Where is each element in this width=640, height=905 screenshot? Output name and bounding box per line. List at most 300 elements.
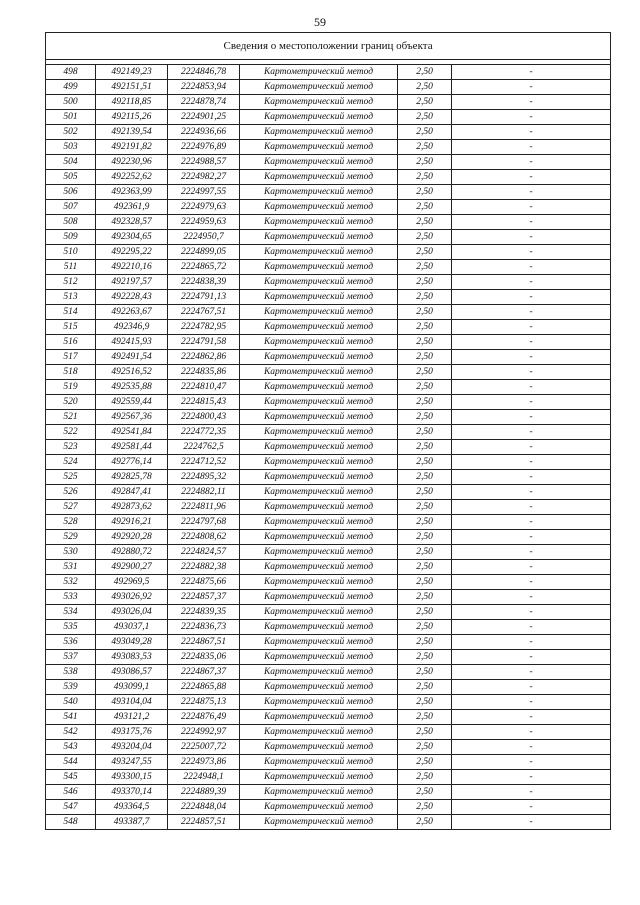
method-cell: Картометрический метод bbox=[240, 485, 398, 500]
accuracy-cell: 2,50 bbox=[398, 410, 452, 425]
table-row bbox=[46, 185, 611, 200]
point-number-cell: 535 bbox=[46, 620, 96, 635]
x-coordinate-cell: 493026,04 bbox=[96, 605, 168, 620]
table-row bbox=[46, 245, 611, 260]
method-cell: Картометрический метод bbox=[240, 65, 398, 80]
y-coordinate-cell: 2224988,57 bbox=[168, 155, 240, 170]
x-coordinate-cell: 492776,14 bbox=[96, 455, 168, 470]
accuracy-cell: 2,50 bbox=[398, 785, 452, 800]
method-cell: Картометрический метод bbox=[240, 425, 398, 440]
point-number-cell: 505 bbox=[46, 170, 96, 185]
table-row bbox=[46, 605, 611, 620]
x-coordinate-cell: 493104,04 bbox=[96, 695, 168, 710]
accuracy-cell: 2,50 bbox=[398, 605, 452, 620]
y-coordinate-cell: 2225007,72 bbox=[168, 740, 240, 755]
description-cell: - bbox=[452, 290, 611, 305]
method-cell: Картометрический метод bbox=[240, 215, 398, 230]
description-cell: - bbox=[452, 515, 611, 530]
point-number-cell: 536 bbox=[46, 635, 96, 650]
accuracy-cell: 2,50 bbox=[398, 275, 452, 290]
point-number-cell: 528 bbox=[46, 515, 96, 530]
table-body bbox=[46, 65, 611, 830]
table-row bbox=[46, 545, 611, 560]
boundary-table bbox=[45, 32, 611, 830]
y-coordinate-cell: 2224948,1 bbox=[168, 770, 240, 785]
point-number-cell: 538 bbox=[46, 665, 96, 680]
x-coordinate-cell: 492535,88 bbox=[96, 380, 168, 395]
table-row bbox=[46, 170, 611, 185]
point-number-cell: 531 bbox=[46, 560, 96, 575]
method-cell: Картометрический метод bbox=[240, 785, 398, 800]
method-cell: Картометрический метод bbox=[240, 110, 398, 125]
method-cell: Картометрический метод bbox=[240, 170, 398, 185]
y-coordinate-cell: 2224862,86 bbox=[168, 350, 240, 365]
y-coordinate-cell: 2224767,51 bbox=[168, 305, 240, 320]
accuracy-cell: 2,50 bbox=[398, 155, 452, 170]
table-row bbox=[46, 695, 611, 710]
x-coordinate-cell: 492873,62 bbox=[96, 500, 168, 515]
accuracy-cell: 2,50 bbox=[398, 320, 452, 335]
accuracy-cell: 2,50 bbox=[398, 245, 452, 260]
accuracy-cell: 2,50 bbox=[398, 665, 452, 680]
accuracy-cell: 2,50 bbox=[398, 545, 452, 560]
y-coordinate-cell: 2224797,68 bbox=[168, 515, 240, 530]
description-cell: - bbox=[452, 665, 611, 680]
description-cell: - bbox=[452, 740, 611, 755]
point-number-cell: 537 bbox=[46, 650, 96, 665]
method-cell: Картометрический метод bbox=[240, 500, 398, 515]
point-number-cell: 504 bbox=[46, 155, 96, 170]
point-number-cell: 541 bbox=[46, 710, 96, 725]
point-number-cell: 547 bbox=[46, 800, 96, 815]
accuracy-cell: 2,50 bbox=[398, 230, 452, 245]
method-cell: Картометрический метод bbox=[240, 650, 398, 665]
method-cell: Картометрический метод bbox=[240, 665, 398, 680]
x-coordinate-cell: 492149,23 bbox=[96, 65, 168, 80]
point-number-cell: 513 bbox=[46, 290, 96, 305]
y-coordinate-cell: 2224838,39 bbox=[168, 275, 240, 290]
description-cell: - bbox=[452, 125, 611, 140]
table-row bbox=[46, 500, 611, 515]
accuracy-cell: 2,50 bbox=[398, 110, 452, 125]
table-row bbox=[46, 230, 611, 245]
x-coordinate-cell: 493247,55 bbox=[96, 755, 168, 770]
method-cell: Картометрический метод bbox=[240, 605, 398, 620]
table-row bbox=[46, 665, 611, 680]
y-coordinate-cell: 2224824,57 bbox=[168, 545, 240, 560]
point-number-cell: 534 bbox=[46, 605, 96, 620]
description-cell: - bbox=[452, 200, 611, 215]
x-coordinate-cell: 492916,21 bbox=[96, 515, 168, 530]
point-number-cell: 503 bbox=[46, 140, 96, 155]
accuracy-cell: 2,50 bbox=[398, 290, 452, 305]
y-coordinate-cell: 2224810,47 bbox=[168, 380, 240, 395]
point-number-cell: 507 bbox=[46, 200, 96, 215]
method-cell: Картометрический метод bbox=[240, 365, 398, 380]
method-cell: Картометрический метод bbox=[240, 335, 398, 350]
description-cell: - bbox=[452, 650, 611, 665]
x-coordinate-cell: 492516,52 bbox=[96, 365, 168, 380]
y-coordinate-cell: 2224878,74 bbox=[168, 95, 240, 110]
description-cell: - bbox=[452, 485, 611, 500]
y-coordinate-cell: 2224882,38 bbox=[168, 560, 240, 575]
x-coordinate-cell: 493099,1 bbox=[96, 680, 168, 695]
accuracy-cell: 2,50 bbox=[398, 815, 452, 830]
accuracy-cell: 2,50 bbox=[398, 140, 452, 155]
table-row bbox=[46, 530, 611, 545]
y-coordinate-cell: 2224811,96 bbox=[168, 500, 240, 515]
y-coordinate-cell: 2224982,27 bbox=[168, 170, 240, 185]
accuracy-cell: 2,50 bbox=[398, 80, 452, 95]
x-coordinate-cell: 492210,16 bbox=[96, 260, 168, 275]
description-cell: - bbox=[452, 635, 611, 650]
table-row bbox=[46, 80, 611, 95]
description-cell: - bbox=[452, 680, 611, 695]
y-coordinate-cell: 2224895,32 bbox=[168, 470, 240, 485]
x-coordinate-cell: 492363,99 bbox=[96, 185, 168, 200]
description-cell: - bbox=[452, 335, 611, 350]
table-row bbox=[46, 470, 611, 485]
point-number-cell: 506 bbox=[46, 185, 96, 200]
accuracy-cell: 2,50 bbox=[398, 95, 452, 110]
table-row bbox=[46, 815, 611, 830]
table-row bbox=[46, 215, 611, 230]
description-cell: - bbox=[452, 785, 611, 800]
y-coordinate-cell: 2224815,43 bbox=[168, 395, 240, 410]
method-cell: Картометрический метод bbox=[240, 770, 398, 785]
accuracy-cell: 2,50 bbox=[398, 380, 452, 395]
description-cell: - bbox=[452, 470, 611, 485]
x-coordinate-cell: 492825,78 bbox=[96, 470, 168, 485]
description-cell: - bbox=[452, 65, 611, 80]
method-cell: Картометрический метод bbox=[240, 800, 398, 815]
point-number-cell: 548 bbox=[46, 815, 96, 830]
description-cell: - bbox=[452, 575, 611, 590]
table-row bbox=[46, 305, 611, 320]
x-coordinate-cell: 492880,72 bbox=[96, 545, 168, 560]
point-number-cell: 529 bbox=[46, 530, 96, 545]
description-cell: - bbox=[452, 545, 611, 560]
description-cell: - bbox=[452, 80, 611, 95]
x-coordinate-cell: 492230,96 bbox=[96, 155, 168, 170]
description-cell: - bbox=[452, 410, 611, 425]
accuracy-cell: 2,50 bbox=[398, 635, 452, 650]
point-number-cell: 539 bbox=[46, 680, 96, 695]
point-number-cell: 518 bbox=[46, 365, 96, 380]
accuracy-cell: 2,50 bbox=[398, 710, 452, 725]
method-cell: Картометрический метод bbox=[240, 395, 398, 410]
method-cell: Картометрический метод bbox=[240, 155, 398, 170]
table-row bbox=[46, 335, 611, 350]
point-number-cell: 532 bbox=[46, 575, 96, 590]
y-coordinate-cell: 2224808,62 bbox=[168, 530, 240, 545]
y-coordinate-cell: 2224865,72 bbox=[168, 260, 240, 275]
accuracy-cell: 2,50 bbox=[398, 395, 452, 410]
x-coordinate-cell: 493049,28 bbox=[96, 635, 168, 650]
x-coordinate-cell: 492295,22 bbox=[96, 245, 168, 260]
accuracy-cell: 2,50 bbox=[398, 560, 452, 575]
method-cell: Картометрический метод bbox=[240, 515, 398, 530]
description-cell: - bbox=[452, 95, 611, 110]
x-coordinate-cell: 493364,5 bbox=[96, 800, 168, 815]
y-coordinate-cell: 2224762,5 bbox=[168, 440, 240, 455]
x-coordinate-cell: 492920,28 bbox=[96, 530, 168, 545]
accuracy-cell: 2,50 bbox=[398, 800, 452, 815]
x-coordinate-cell: 492415,93 bbox=[96, 335, 168, 350]
table-row bbox=[46, 110, 611, 125]
table-row bbox=[46, 590, 611, 605]
x-coordinate-cell: 492900,27 bbox=[96, 560, 168, 575]
description-cell: - bbox=[452, 275, 611, 290]
method-cell: Картометрический метод bbox=[240, 80, 398, 95]
description-cell: - bbox=[452, 110, 611, 125]
description-cell: - bbox=[452, 455, 611, 470]
accuracy-cell: 2,50 bbox=[398, 650, 452, 665]
x-coordinate-cell: 493175,76 bbox=[96, 725, 168, 740]
point-number-cell: 522 bbox=[46, 425, 96, 440]
description-cell: - bbox=[452, 620, 611, 635]
y-coordinate-cell: 2224973,86 bbox=[168, 755, 240, 770]
description-cell: - bbox=[452, 695, 611, 710]
point-number-cell: 514 bbox=[46, 305, 96, 320]
method-cell: Картометрический метод bbox=[240, 95, 398, 110]
y-coordinate-cell: 2224997,55 bbox=[168, 185, 240, 200]
x-coordinate-cell: 492197,57 bbox=[96, 275, 168, 290]
method-cell: Картометрический метод bbox=[240, 710, 398, 725]
description-cell: - bbox=[452, 590, 611, 605]
x-coordinate-cell: 492567,36 bbox=[96, 410, 168, 425]
table-row bbox=[46, 260, 611, 275]
table-row bbox=[46, 515, 611, 530]
method-cell: Картометрический метод bbox=[240, 575, 398, 590]
method-cell: Картометрический метод bbox=[240, 725, 398, 740]
table-title-row bbox=[46, 33, 611, 60]
table-row bbox=[46, 725, 611, 740]
accuracy-cell: 2,50 bbox=[398, 740, 452, 755]
accuracy-cell: 2,50 bbox=[398, 590, 452, 605]
table-title: Сведения о местоположении границ объекта bbox=[46, 33, 611, 60]
x-coordinate-cell: 492191,82 bbox=[96, 140, 168, 155]
table-row bbox=[46, 290, 611, 305]
description-cell: - bbox=[452, 350, 611, 365]
description-cell: - bbox=[452, 185, 611, 200]
method-cell: Картометрический метод bbox=[240, 140, 398, 155]
x-coordinate-cell: 493026,92 bbox=[96, 590, 168, 605]
x-coordinate-cell: 493300,15 bbox=[96, 770, 168, 785]
y-coordinate-cell: 2224846,78 bbox=[168, 65, 240, 80]
x-coordinate-cell: 492118,85 bbox=[96, 95, 168, 110]
x-coordinate-cell: 492252,62 bbox=[96, 170, 168, 185]
table-row bbox=[46, 635, 611, 650]
table-row bbox=[46, 440, 611, 455]
y-coordinate-cell: 2224857,51 bbox=[168, 815, 240, 830]
x-coordinate-cell: 492328,57 bbox=[96, 215, 168, 230]
table-row bbox=[46, 125, 611, 140]
y-coordinate-cell: 2224835,06 bbox=[168, 650, 240, 665]
y-coordinate-cell: 2224875,66 bbox=[168, 575, 240, 590]
method-cell: Картометрический метод bbox=[240, 560, 398, 575]
description-cell: - bbox=[452, 155, 611, 170]
table-row bbox=[46, 350, 611, 365]
x-coordinate-cell: 493387,7 bbox=[96, 815, 168, 830]
point-number-cell: 498 bbox=[46, 65, 96, 80]
x-coordinate-cell: 492228,43 bbox=[96, 290, 168, 305]
x-coordinate-cell: 492541,84 bbox=[96, 425, 168, 440]
y-coordinate-cell: 2224848,04 bbox=[168, 800, 240, 815]
accuracy-cell: 2,50 bbox=[398, 530, 452, 545]
accuracy-cell: 2,50 bbox=[398, 695, 452, 710]
table-row bbox=[46, 95, 611, 110]
y-coordinate-cell: 2224853,94 bbox=[168, 80, 240, 95]
x-coordinate-cell: 492139,54 bbox=[96, 125, 168, 140]
method-cell: Картометрический метод bbox=[240, 545, 398, 560]
method-cell: Картометрический метод bbox=[240, 260, 398, 275]
method-cell: Картометрический метод bbox=[240, 320, 398, 335]
x-coordinate-cell: 492115,26 bbox=[96, 110, 168, 125]
method-cell: Картометрический метод bbox=[240, 230, 398, 245]
y-coordinate-cell: 2224839,35 bbox=[168, 605, 240, 620]
accuracy-cell: 2,50 bbox=[398, 755, 452, 770]
accuracy-cell: 2,50 bbox=[398, 185, 452, 200]
x-coordinate-cell: 492969,5 bbox=[96, 575, 168, 590]
x-coordinate-cell: 492847,41 bbox=[96, 485, 168, 500]
description-cell: - bbox=[452, 395, 611, 410]
description-cell: - bbox=[452, 770, 611, 785]
y-coordinate-cell: 2224836,73 bbox=[168, 620, 240, 635]
method-cell: Картометрический метод bbox=[240, 815, 398, 830]
accuracy-cell: 2,50 bbox=[398, 575, 452, 590]
description-cell: - bbox=[452, 500, 611, 515]
point-number-cell: 525 bbox=[46, 470, 96, 485]
y-coordinate-cell: 2224791,13 bbox=[168, 290, 240, 305]
description-cell: - bbox=[452, 260, 611, 275]
accuracy-cell: 2,50 bbox=[398, 440, 452, 455]
method-cell: Картометрический метод bbox=[240, 290, 398, 305]
description-cell: - bbox=[452, 815, 611, 830]
point-number-cell: 521 bbox=[46, 410, 96, 425]
y-coordinate-cell: 2224791,58 bbox=[168, 335, 240, 350]
point-number-cell: 499 bbox=[46, 80, 96, 95]
description-cell: - bbox=[452, 560, 611, 575]
accuracy-cell: 2,50 bbox=[398, 470, 452, 485]
table-row bbox=[46, 620, 611, 635]
table-row bbox=[46, 410, 611, 425]
x-coordinate-cell: 493370,14 bbox=[96, 785, 168, 800]
description-cell: - bbox=[452, 245, 611, 260]
method-cell: Картометрический метод bbox=[240, 470, 398, 485]
table-row bbox=[46, 365, 611, 380]
point-number-cell: 501 bbox=[46, 110, 96, 125]
accuracy-cell: 2,50 bbox=[398, 425, 452, 440]
y-coordinate-cell: 2224950,7 bbox=[168, 230, 240, 245]
accuracy-cell: 2,50 bbox=[398, 215, 452, 230]
method-cell: Картометрический метод bbox=[240, 740, 398, 755]
y-coordinate-cell: 2224901,25 bbox=[168, 110, 240, 125]
point-number-cell: 526 bbox=[46, 485, 96, 500]
description-cell: - bbox=[452, 320, 611, 335]
point-number-cell: 530 bbox=[46, 545, 96, 560]
accuracy-cell: 2,50 bbox=[398, 65, 452, 80]
point-number-cell: 545 bbox=[46, 770, 96, 785]
accuracy-cell: 2,50 bbox=[398, 455, 452, 470]
table-row bbox=[46, 785, 611, 800]
table-row bbox=[46, 770, 611, 785]
y-coordinate-cell: 2224857,37 bbox=[168, 590, 240, 605]
x-coordinate-cell: 492559,44 bbox=[96, 395, 168, 410]
x-coordinate-cell: 493121,2 bbox=[96, 710, 168, 725]
y-coordinate-cell: 2224835,86 bbox=[168, 365, 240, 380]
method-cell: Картометрический метод bbox=[240, 755, 398, 770]
accuracy-cell: 2,50 bbox=[398, 335, 452, 350]
x-coordinate-cell: 493086,57 bbox=[96, 665, 168, 680]
x-coordinate-cell: 492263,67 bbox=[96, 305, 168, 320]
method-cell: Картометрический метод bbox=[240, 680, 398, 695]
method-cell: Картометрический метод bbox=[240, 635, 398, 650]
y-coordinate-cell: 2224876,49 bbox=[168, 710, 240, 725]
accuracy-cell: 2,50 bbox=[398, 515, 452, 530]
x-coordinate-cell: 492361,9 bbox=[96, 200, 168, 215]
point-number-cell: 533 bbox=[46, 590, 96, 605]
accuracy-cell: 2,50 bbox=[398, 125, 452, 140]
x-coordinate-cell: 492346,9 bbox=[96, 320, 168, 335]
method-cell: Картометрический метод bbox=[240, 410, 398, 425]
x-coordinate-cell: 492151,51 bbox=[96, 80, 168, 95]
table-row bbox=[46, 800, 611, 815]
point-number-cell: 524 bbox=[46, 455, 96, 470]
point-number-cell: 542 bbox=[46, 725, 96, 740]
table-row bbox=[46, 380, 611, 395]
point-number-cell: 508 bbox=[46, 215, 96, 230]
description-cell: - bbox=[452, 440, 611, 455]
table-row bbox=[46, 320, 611, 335]
y-coordinate-cell: 2224867,37 bbox=[168, 665, 240, 680]
y-coordinate-cell: 2224782,95 bbox=[168, 320, 240, 335]
accuracy-cell: 2,50 bbox=[398, 260, 452, 275]
y-coordinate-cell: 2224867,51 bbox=[168, 635, 240, 650]
method-cell: Картометрический метод bbox=[240, 185, 398, 200]
method-cell: Картометрический метод bbox=[240, 305, 398, 320]
table-row bbox=[46, 275, 611, 290]
y-coordinate-cell: 2224865,88 bbox=[168, 680, 240, 695]
accuracy-cell: 2,50 bbox=[398, 725, 452, 740]
accuracy-cell: 2,50 bbox=[398, 680, 452, 695]
method-cell: Картометрический метод bbox=[240, 380, 398, 395]
table-row bbox=[46, 710, 611, 725]
accuracy-cell: 2,50 bbox=[398, 305, 452, 320]
table-row bbox=[46, 650, 611, 665]
accuracy-cell: 2,50 bbox=[398, 350, 452, 365]
y-coordinate-cell: 2224959,63 bbox=[168, 215, 240, 230]
y-coordinate-cell: 2224899,05 bbox=[168, 245, 240, 260]
x-coordinate-cell: 493204,04 bbox=[96, 740, 168, 755]
description-cell: - bbox=[452, 710, 611, 725]
point-number-cell: 500 bbox=[46, 95, 96, 110]
point-number-cell: 502 bbox=[46, 125, 96, 140]
point-number-cell: 516 bbox=[46, 335, 96, 350]
table-row bbox=[46, 425, 611, 440]
table-row bbox=[46, 575, 611, 590]
description-cell: - bbox=[452, 725, 611, 740]
description-cell: - bbox=[452, 305, 611, 320]
table-row bbox=[46, 680, 611, 695]
method-cell: Картометрический метод bbox=[240, 245, 398, 260]
table-row bbox=[46, 755, 611, 770]
y-coordinate-cell: 2224875,13 bbox=[168, 695, 240, 710]
method-cell: Картометрический метод bbox=[240, 590, 398, 605]
point-number-cell: 510 bbox=[46, 245, 96, 260]
table-row bbox=[46, 395, 611, 410]
page-number: 59 bbox=[314, 15, 326, 29]
